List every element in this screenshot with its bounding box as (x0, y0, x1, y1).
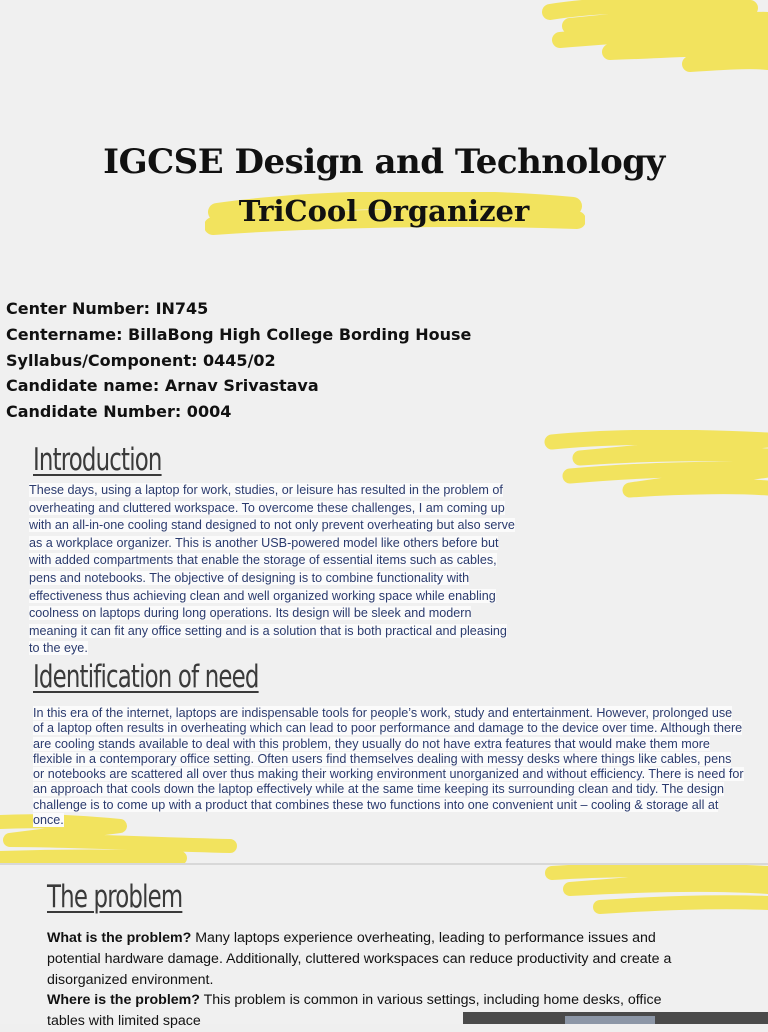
page-title: IGCSE Design and Technology (103, 142, 665, 182)
page-subtitle: TriCool Organizer (238, 194, 530, 228)
center-name: Centername: BillaBong High College Bording House (6, 324, 472, 344)
candidate-name: Candidate name: Arnav Srivastava (6, 376, 319, 396)
introduction-text: These days, using a laptop for work, studies, or leisure has resulted in the problem of overheating and cluttered workspace. To overcome these challenges, I am coming up with an all-in-one cooling stand designed to not only prevent overheating but also serve as a workplace organizer. This is another USB-powered model like others before but with added compartments that enable the storage of essential items such as cables, pens and notebooks. The objective of designing is to combine functionality with effectiveness thus achieving clean and well organized working space while enabling coolness on laptops during long operations. Its design will be sleek and modern meaning it can fit any office setting and is a solution that is both practical and pleasing to the eye. (29, 483, 515, 656)
laptop-photo (463, 1012, 768, 1024)
center-number: Center Number: IN745 (6, 299, 209, 318)
problem-heading: The problem (47, 879, 183, 915)
problem-what: What is the problem? Many laptops experience overheating, leading to performance issues and potential hardware damage. Additionally, cluttered workspaces can reduce productivity and create a disorganized environment. (47, 930, 672, 988)
syllabus-component: Syllabus/Component: 0445/02 (6, 350, 276, 370)
yellow-brush-stroke-top (540, 0, 768, 80)
identification-of-need-heading: Identification of need (33, 659, 259, 695)
problem-where: Where is the problem? This problem is common in various settings, including home desks, office tables with limited space (47, 992, 662, 1030)
candidate-info (6, 296, 471, 425)
yellow-brush-stroke-right (540, 430, 768, 510)
yellow-brush-stroke-problem (540, 865, 768, 925)
candidate-number: Candidate Number: 0004 (6, 402, 232, 422)
identification-of-need-text: In this era of the internet, laptops are indispensable tools for people’s work, study and entertainment. However, prolonged use of a laptop often results in overheating which can lead to poor performance and damage to the device over time. Although there are cooling stands available to deal with this problem, they usually do not have extra features that would make them more flexible in a contemporary office setting. Often users find themselves dealing with messy desks where things like cables, pens or notebooks are scattered all over thus making their working environment unorganized and without efficiency. There is need for an approach that cools down the laptop effectively while at the same time keeping its surrounding clean and tidy. The design challenge is to come up with a product that combines these two functions into one convenient unit – cooling & storage all at once. (33, 706, 744, 828)
laptop-screen (565, 1016, 655, 1024)
introduction-heading: Introduction (33, 442, 162, 478)
